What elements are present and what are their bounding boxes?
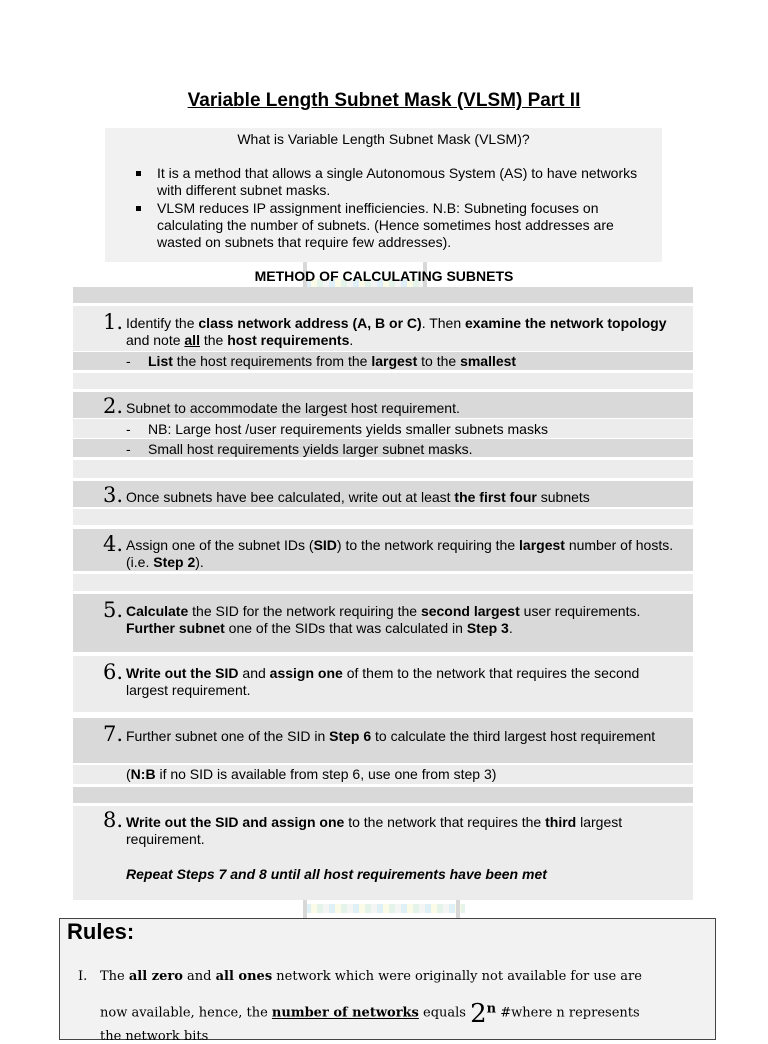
repeat-note: Repeat Steps 7 and 8 until all host requirements have been met [126, 866, 547, 882]
method-heading: METHOD OF CALCULATING SUBNETS [254, 268, 514, 284]
rule-text: The all zero and all ones network which were originally not available for use are now available, hence, the number of networks equals 2$^n$ #where n represents the network bits [100, 969, 642, 1044]
intro-bullet: VLSM reduces IP assignment inefficiencies. N.B: Subneting focuses on calculating the number of subnets. (Hence sometimes host addresses are wasted on subnets that require few addresses). [134, 200, 654, 251]
intro-bullet-list [134, 165, 654, 252]
power-expression: 2$^n$ [470, 998, 497, 1029]
step-2-sub: - NB: Large host /user requirements yields smaller subnets masks [126, 421, 548, 437]
rules-heading: Rules: [67, 919, 135, 944]
step-2-sub: - Small host requirements yields larger subnet masks. [126, 441, 473, 457]
intro-panel [105, 128, 662, 262]
step-number: 8. [103, 808, 124, 832]
bullet-square-icon [136, 206, 141, 211]
bullet-square-icon [136, 171, 141, 176]
step-number: 7. [103, 722, 124, 746]
decorative-strip [305, 904, 465, 913]
step-7-note: (N:B if no SID is available from step 6, use one from step 3) [126, 766, 497, 782]
step-text: Further subnet one of the SID in Step 6 to calculate the third largest host requirement [126, 728, 656, 744]
step-text: Once subnets have bee calculated, write out at least the first four subnets [126, 489, 590, 505]
decorative-strip-edge [456, 900, 460, 918]
step-number: 6. [103, 660, 124, 684]
rules-box [59, 918, 716, 1044]
row-bar [73, 373, 693, 389]
step-text: Write out the SID and assign one to the network that requires the third largest requirement. [126, 814, 623, 847]
step-text: Subnet to accommodate the largest host requirement. [126, 400, 460, 416]
row-bar [73, 460, 693, 478]
row-bar [73, 509, 693, 525]
intro-question: What is Variable Length Subnet Mask (VLSM)? [237, 131, 530, 147]
step-number: 3. [103, 483, 124, 507]
step-text: Calculate the SID for the network requiring the second largest user requirements. Further subnet one of the SIDs that was calculated in Step 3. [126, 603, 641, 636]
step-number: 1. [103, 310, 124, 334]
step-text: Identify the class network address (A, B or C). Then examine the network topology and note all the host requirements. [126, 315, 667, 348]
step-number: 5. [103, 598, 124, 622]
step-text: Assign one of the subnet IDs (SID) to the network requiring the largest number of hosts. (i.e. Step 2). [126, 537, 674, 570]
step-1-sub: - List the host requirements from the largest to the smallest [126, 353, 517, 369]
step-number: 4. [103, 532, 124, 556]
intro-bullet: It is a method that allows a single Autonomous System (AS) to have networks with different subnet masks. [134, 165, 654, 199]
step-text: Write out the SID and assign one of them to the network that requires the second largest requirement. [126, 665, 640, 698]
decorative-strip-edge [303, 900, 307, 918]
row-bar [73, 787, 693, 803]
step-number: 2. [103, 394, 124, 418]
rule-numeral: I. [78, 969, 88, 984]
page-title: Variable Length Subnet Mask (VLSM) Part II [187, 90, 581, 111]
row-bar [73, 287, 693, 303]
row-bar [73, 574, 693, 591]
